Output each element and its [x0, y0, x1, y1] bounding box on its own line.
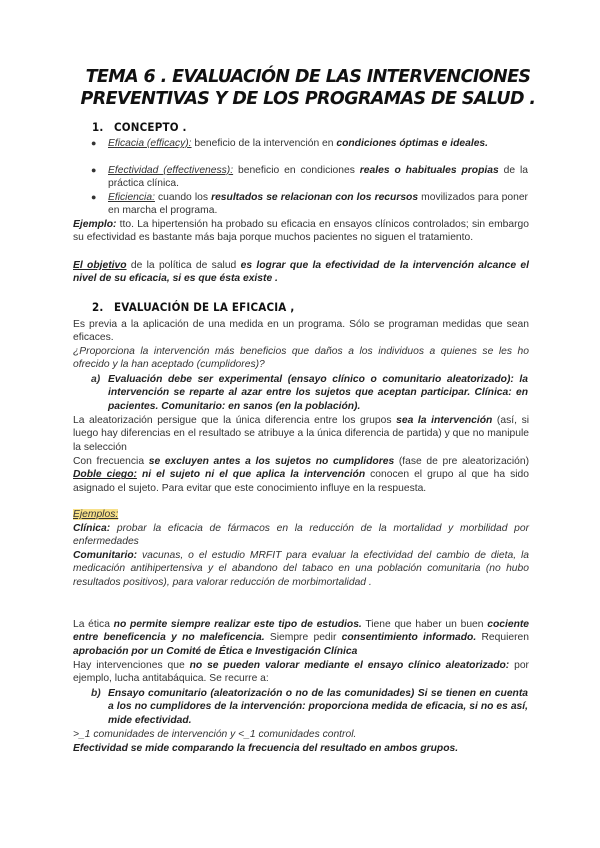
section-1-heading	[92, 121, 187, 134]
item-label: b)	[91, 688, 101, 699]
section-2-heading	[92, 301, 294, 314]
section-title: EVALUACIÓN DE LA EFICACIA ,	[114, 300, 295, 314]
comunidades-line: >_1 comunidades de intervención y <_1 comunidades control.	[73, 729, 357, 740]
bullet-eficiencia: ● Eficiencia: cuando los resultados se relacionan con los recursos movilizados para poner en marcha el programa.	[91, 192, 528, 217]
ejemplos-label: Ejemplos:	[73, 509, 119, 520]
bullet-efectividad: ● Efectividad (effectiveness): beneficio en condiciones reales o habituales propias de la práctica clínica.	[91, 165, 529, 190]
question-paragraph: ¿Proporciona la intervención más beneficios que daños a los individuos a quienes se les ho ofrecido y la han aceptado (cumplidores)?	[73, 346, 529, 371]
bullet-eficacia: ● Eficacia (efficacy): beneficio de la intervención en condiciones óptimas e ideales.	[91, 138, 489, 149]
etica-paragraph: La ética no permite siempre realizar este tipo de estudios. Tiene que haber un buen cociente entre beneficencia y no maleficencia. Siempre pedir consentimiento informado. Requieren aprobación por un Comité de Ética e Investigación Clínica	[73, 619, 530, 657]
comunitario-example: Comunitario: vacunas, o el estudio MRFIT para evaluar la efectividad del cambio de dieta, la medicación antihipertensiva y el abandono del tabaco en una población comunitaria (no hubo resultados positivos), para valorar reducción de morbimortalidad .	[73, 550, 529, 588]
intervenciones-paragraph: Hay intervenciones que no se pueden valorar mediante el ensayo clínico aleatorizado: por ejemplo, lucha antitabáquica. Se recurre a:	[73, 660, 529, 685]
item-b: b) Ensayo comunitario (aleatorización o no de las comunidades) Si se tienen en cuenta a los no cumplidores de la intervención: proporciona medida de eficacia, si no es así, mide efectividad.	[91, 688, 528, 726]
term: Efectividad (effectiveness):	[108, 165, 234, 176]
objetivo-paragraph: El objetivo de la política de salud es lograr que la efectividad de la intervención alcance el nivel de su eficacia, si es que ésta existe .	[73, 260, 529, 285]
clinica-example: Clínica: probar la eficacia de fármacos en la reducción de la mortalidad y morbilidad por enfermedades	[73, 523, 529, 548]
item-a: a) Evaluación debe ser experimental (ensayo clínico o comunitario aleatorizado): la intervención se reparte al azar entre los sujetos que aceptan participar. Clínica: en pacientes. Comunitario: en sanos (en la población).	[91, 374, 528, 412]
page-title: TEMA 6 . EVALUACIÓN DE LAS INTERVENCIONES PREVENTIVAS Y DE LOS PROGRAMAS DE SALUD .	[80, 67, 536, 109]
bullet-icon: ●	[91, 165, 97, 175]
term: Eficiencia:	[108, 192, 155, 203]
previa-paragraph: Es previa a la aplicación de una medida en un programa. Sólo se programan medidas que sean eficaces.	[73, 319, 529, 344]
term: Eficacia (efficacy):	[108, 138, 192, 149]
ejemplo-paragraph: Ejemplo: tto. La hipertensión ha probado su eficacia en ensayos clínicos controlados; sin embargo su efectividad es bastante más baja porque muchos pacientes no siguen el tratamiento.	[73, 219, 529, 244]
section-number: 1.	[92, 120, 104, 134]
item-label: a)	[91, 374, 101, 385]
frecuencia-paragraph: Con frecuencia se excluyen antes a los sujetos no cumplidores (fase de pre aleatorización) Doble ciego: ni el sujeto ni el que aplica la intervención conocen el grupo al que ha sido asignado el sujeto. Para evitar que este conocimiento influye en la respuesta.	[73, 456, 529, 494]
efectividad-line: Efectividad se mide comparando la frecuencia del resultado en ambos grupos.	[73, 743, 459, 754]
aleatorizacion-paragraph: La aleatorización persigue que la única diferencia entre los grupos sea la intervención (así, si luego hay diferencias en el resultado se atribuye a la única diferencia de partida) y que no manipule la selección	[73, 415, 530, 453]
bullet-icon: ●	[91, 138, 97, 148]
section-number: 2.	[92, 300, 104, 314]
section-title: CONCEPTO .	[114, 120, 187, 134]
bullet-icon: ●	[91, 192, 97, 202]
